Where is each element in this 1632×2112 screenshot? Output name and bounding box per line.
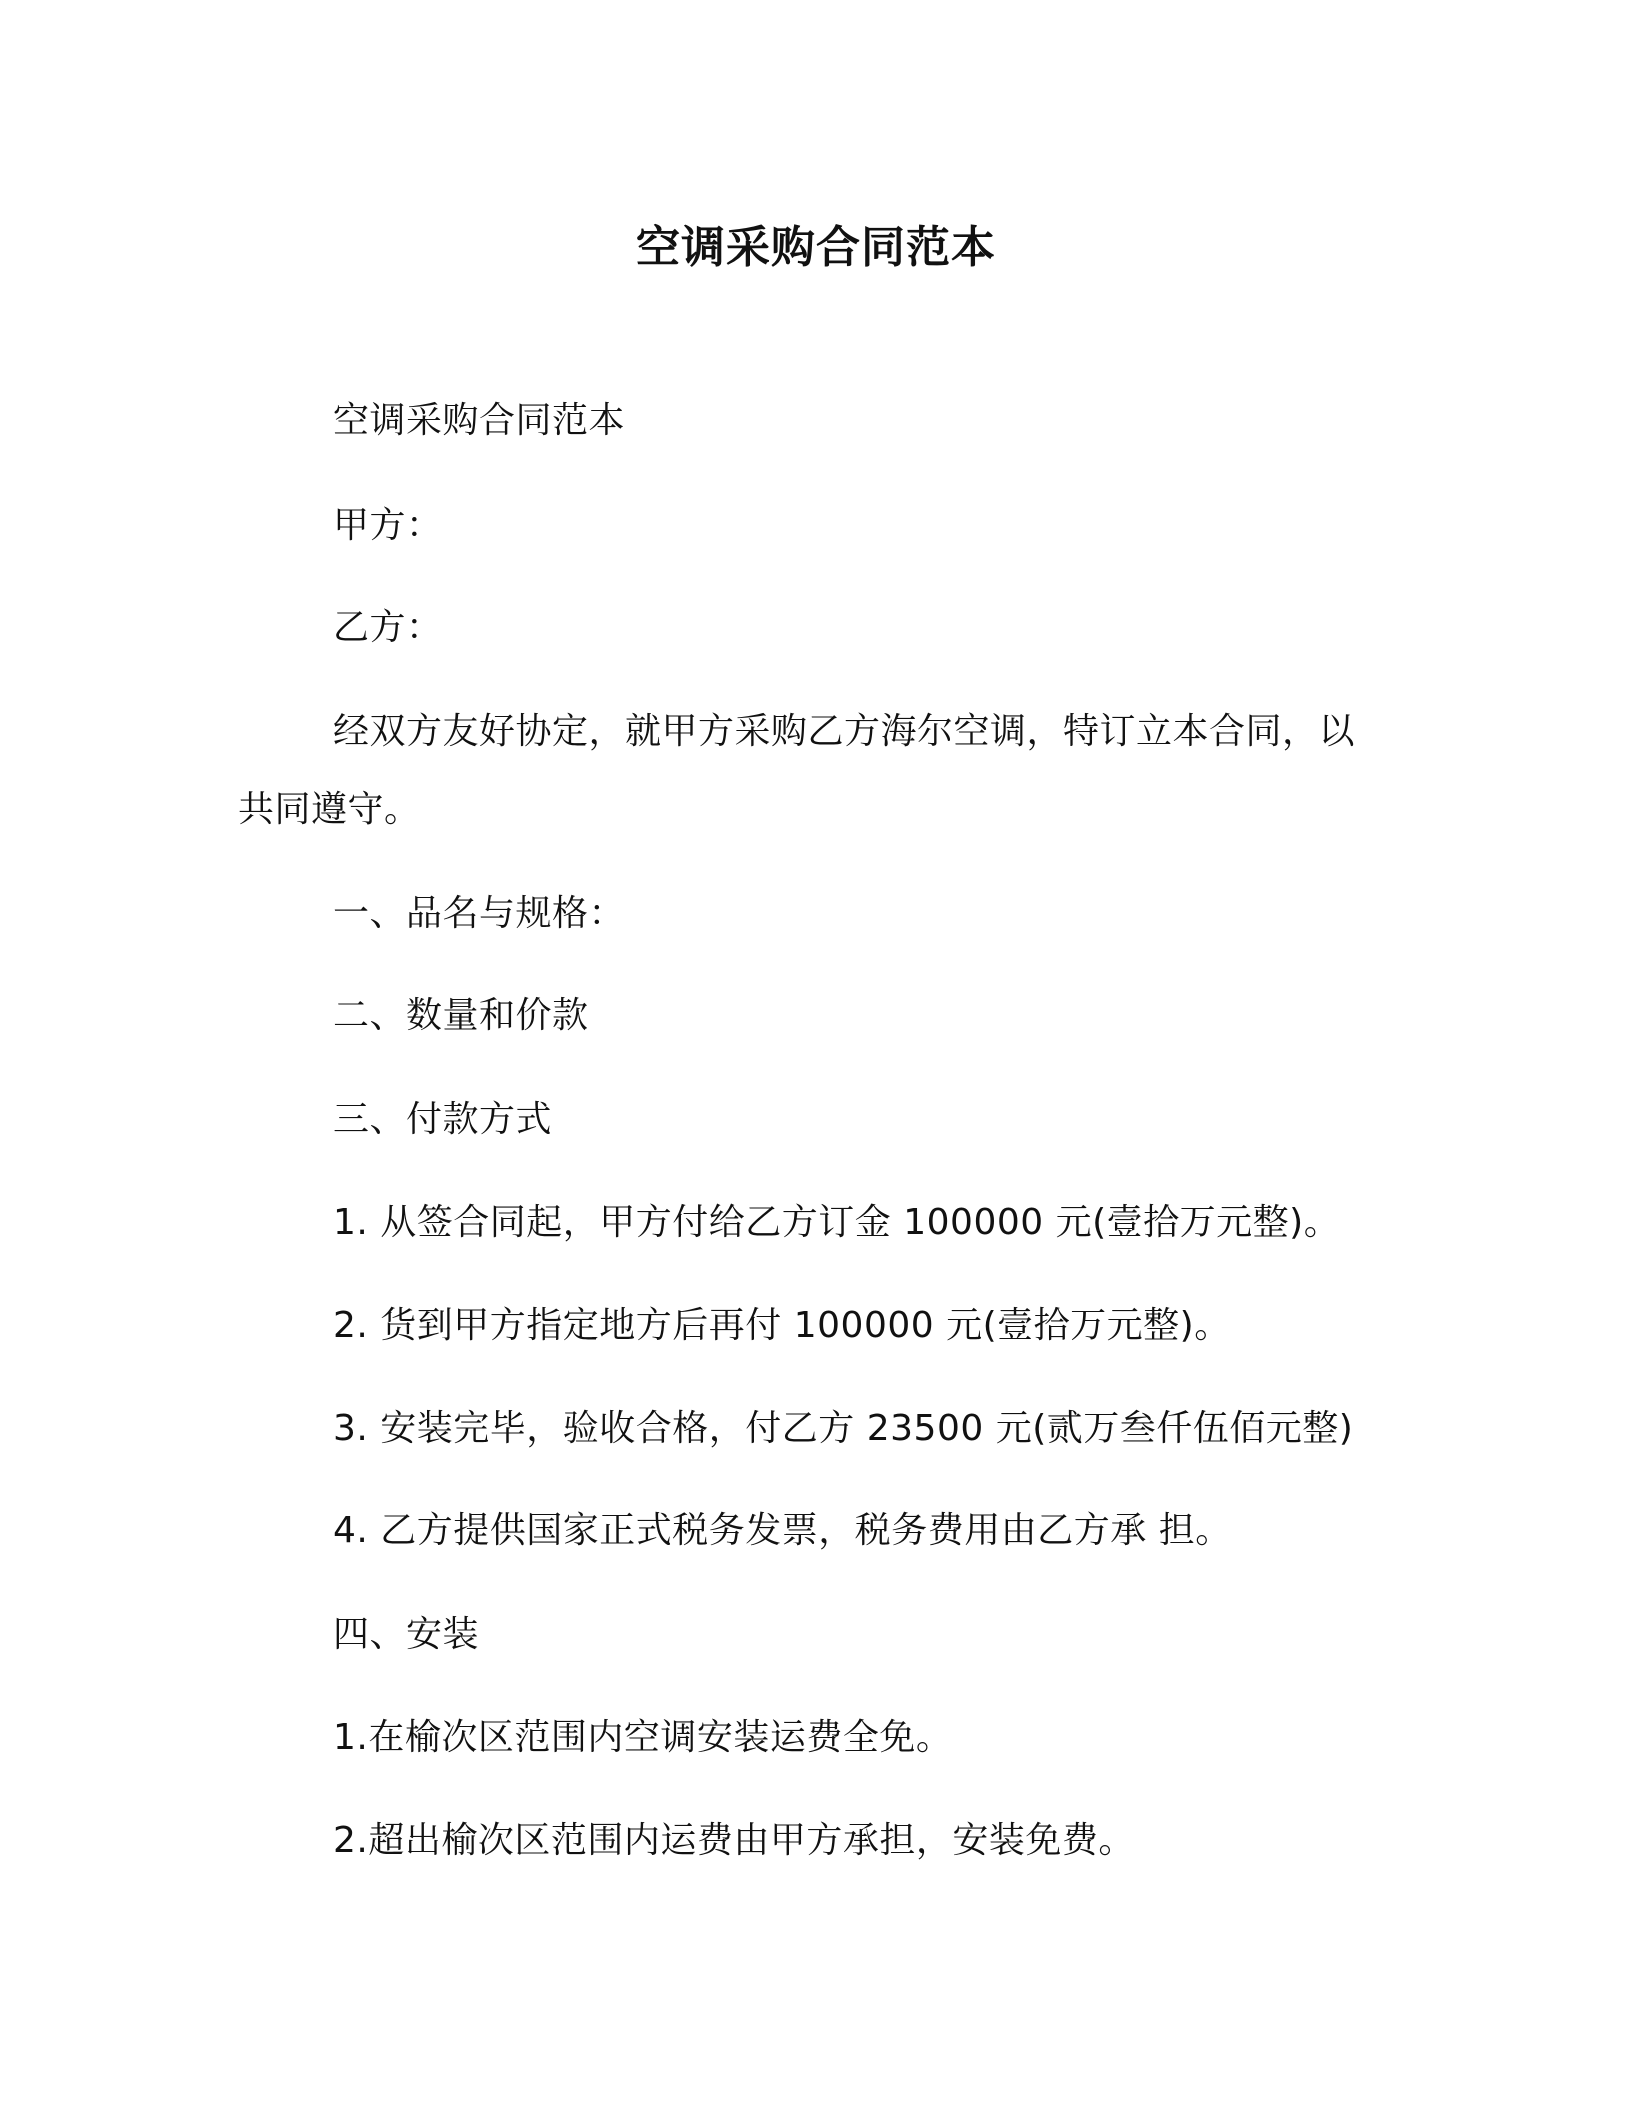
section-1-heading: 一、品名与规格： [333, 893, 626, 934]
section-3-heading: 三、付款方式 [333, 1099, 553, 1140]
subtitle-line: 空调采购合同范本 [333, 400, 626, 441]
document-title: 空调采购合同范本 [636, 222, 996, 273]
payment-item-4: 4. 乙方提供国家正式税务发票，税务费用由乙方承 担。 [333, 1510, 1232, 1551]
installation-item-2: 2.超出榆次区范围内运费由甲方承担，安装免费。 [333, 1820, 1135, 1861]
party-a-line: 甲方： [333, 505, 443, 546]
section-4-heading: 四、安装 [333, 1614, 480, 1655]
payment-item-1: 1. 从签合同起，甲方付给乙方订金 100000 元(壹拾万元整)。 [333, 1202, 1341, 1243]
section-2-heading: 二、数量和价款 [333, 995, 589, 1036]
preamble-line-1: 经双方友好协定，就甲方采购乙方海尔空调，特订立本合同，以 [333, 711, 1356, 752]
installation-item-1: 1.在榆次区范围内空调安装运费全免。 [333, 1717, 953, 1758]
payment-item-3: 3. 安装完毕，验收合格，付乙方 23500 元(贰万叁仟伍佰元整) [333, 1408, 1354, 1449]
party-b-line: 乙方： [333, 607, 443, 648]
preamble-line-2: 共同遵守。 [238, 789, 421, 830]
payment-item-2: 2. 货到甲方指定地方后再付 100000 元(壹拾万元整)。 [333, 1305, 1231, 1346]
